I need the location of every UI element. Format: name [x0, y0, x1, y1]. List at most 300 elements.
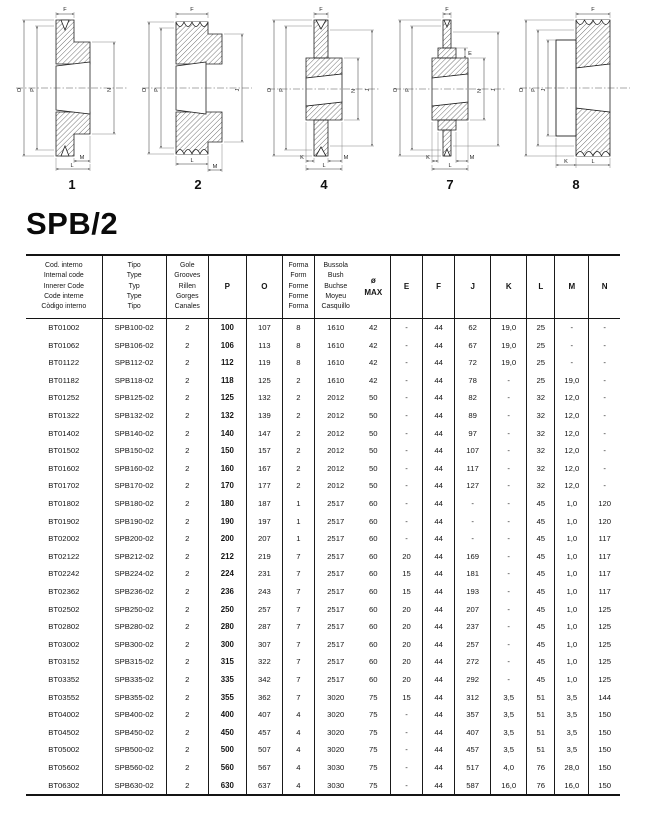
- cell-form: 7: [282, 618, 314, 636]
- cell-k: 3,5: [491, 688, 527, 706]
- cell-bush: 2517: [314, 635, 356, 653]
- cell-dmax: 75: [368, 710, 378, 720]
- cell-dmax: 60: [368, 639, 378, 649]
- pulley-diagram-form-8: [514, 4, 638, 196]
- cell-l: 32: [527, 442, 555, 460]
- cell-dmax: 50: [368, 463, 378, 473]
- cell-bush: 2012: [314, 424, 356, 442]
- cell-j: 127: [455, 477, 491, 495]
- cell-o: 157: [246, 442, 282, 460]
- cell-n: 117: [589, 530, 620, 548]
- cell-l: 45: [527, 653, 555, 671]
- cell-o: 243: [246, 583, 282, 601]
- cell-type: SPB160-02: [102, 460, 166, 478]
- cell-bush: 2012: [314, 389, 356, 407]
- cell-form: 7: [282, 671, 314, 689]
- cell-l: 32: [527, 477, 555, 495]
- cell-m: 12,0: [555, 477, 589, 495]
- cell-m: 1,0: [555, 583, 589, 601]
- cell-code: BT05602: [48, 762, 80, 772]
- cell-f: 44: [423, 372, 455, 390]
- pulley-section-drawing: [514, 4, 638, 174]
- dim-label-e: E: [468, 51, 472, 57]
- cell-k: -: [491, 512, 527, 530]
- table-row: [26, 653, 620, 671]
- cell-f: 44: [423, 618, 455, 636]
- cell-l: 32: [527, 407, 555, 425]
- cell-o: 119: [246, 354, 282, 372]
- table-row: [26, 512, 620, 530]
- cell-form: 7: [282, 583, 314, 601]
- cell-p: 280: [208, 618, 246, 636]
- cell-e: 20: [391, 548, 423, 566]
- cell-f: 44: [423, 600, 455, 618]
- cell-type: SPB112-02: [102, 354, 166, 372]
- col-header-p: P: [208, 255, 246, 318]
- cell-form: 2: [282, 460, 314, 478]
- cell-o: 187: [246, 495, 282, 513]
- table-row: [26, 389, 620, 407]
- table-row: [26, 424, 620, 442]
- cell-code: BT01902: [48, 516, 80, 526]
- cell-k: -: [491, 548, 527, 566]
- cell-k: 3,5: [491, 741, 527, 759]
- cell-code: BT03152: [48, 657, 80, 667]
- cell-k: -: [491, 372, 527, 390]
- dim-label-o: O: [519, 87, 525, 93]
- cell-type: SPB140-02: [102, 424, 166, 442]
- cell-form: 1: [282, 512, 314, 530]
- table-row: [26, 318, 620, 336]
- pulley-diagram-form-2: [136, 4, 260, 196]
- cell-e: -: [391, 477, 423, 495]
- figure-number: 4: [320, 177, 328, 192]
- cell-l: 76: [527, 759, 555, 777]
- cell-dmax: 60: [368, 534, 378, 544]
- cell-dmax: 60: [368, 569, 378, 579]
- cell-form: 7: [282, 600, 314, 618]
- pulley-diagrams-row: [0, 0, 646, 196]
- cell-o: 113: [246, 336, 282, 354]
- cell-j: 292: [455, 671, 491, 689]
- cell-grooves: 2: [166, 389, 208, 407]
- cell-bush: 3020: [314, 706, 356, 724]
- cell-l: 51: [527, 688, 555, 706]
- dim-label-k: K: [300, 155, 304, 161]
- cell-l: 45: [527, 548, 555, 566]
- cell-n: 125: [589, 653, 620, 671]
- cell-l: 51: [527, 706, 555, 724]
- cell-code: BT01122: [48, 358, 80, 368]
- cell-dmax: 60: [368, 587, 378, 596]
- dim-label-f: F: [591, 7, 595, 13]
- cell-p: 212: [208, 548, 246, 566]
- cell-code: BT01702: [48, 481, 80, 491]
- cell-j: 587: [455, 776, 491, 795]
- dim-label-j: J: [491, 88, 497, 92]
- dim-label-n: N: [477, 88, 483, 94]
- cell-o: 219: [246, 548, 282, 566]
- cell-p: 315: [208, 653, 246, 671]
- cell-k: -: [491, 618, 527, 636]
- cell-type: SPB560-02: [102, 759, 166, 777]
- cell-grooves: 2: [166, 600, 208, 618]
- cell-o: 231: [246, 565, 282, 583]
- cell-n: -: [589, 372, 620, 390]
- cell-grooves: 2: [166, 671, 208, 689]
- cell-n: 117: [589, 565, 620, 583]
- header-line: Buchse: [324, 282, 348, 290]
- cell-type: SPB106-02: [102, 336, 166, 354]
- cell-type: SPB118-02: [102, 372, 166, 390]
- cell-p: 180: [208, 495, 246, 513]
- cell-code: BT01502: [48, 446, 80, 456]
- cell-j: 89: [455, 407, 491, 425]
- cell-k: -: [491, 600, 527, 618]
- cell-k: -: [491, 565, 527, 583]
- cell-n: -: [589, 477, 620, 495]
- cell-code: BT02242: [48, 569, 80, 579]
- cell-f: 44: [423, 530, 455, 548]
- table-body: [26, 318, 620, 795]
- spb2-dimension-table: [26, 254, 620, 796]
- table-row: [26, 741, 620, 759]
- cell-form: 7: [282, 635, 314, 653]
- cell-o: 362: [246, 688, 282, 706]
- cell-j: 97: [455, 424, 491, 442]
- cell-dmax: 42: [368, 340, 378, 350]
- cell-p: 132: [208, 407, 246, 425]
- pulley-body: [306, 20, 342, 156]
- header-line: Cod. interno: [45, 262, 83, 269]
- cell-p: 400: [208, 706, 246, 724]
- header-line: ø: [370, 275, 376, 285]
- dim-label-l: L: [190, 158, 194, 164]
- cell-e: -: [391, 318, 423, 336]
- cell-p: 450: [208, 723, 246, 741]
- cell-e: -: [391, 776, 423, 795]
- cell-type: SPB200-02: [102, 530, 166, 548]
- cell-p: 250: [208, 600, 246, 618]
- table-row: [26, 618, 620, 636]
- cell-n: -: [589, 354, 620, 372]
- cell-f: 44: [423, 495, 455, 513]
- cell-type: SPB250-02: [102, 600, 166, 618]
- dim-label-m: M: [343, 155, 349, 161]
- cell-l: 45: [527, 671, 555, 689]
- cell-grooves: 2: [166, 354, 208, 372]
- cell-o: 407: [246, 706, 282, 724]
- table-row: [26, 354, 620, 372]
- cell-m: 16,0: [555, 776, 589, 795]
- cell-form: 4: [282, 706, 314, 724]
- cell-j: 312: [455, 688, 491, 706]
- header-line: Forme: [288, 282, 309, 290]
- cell-o: 107: [246, 318, 282, 336]
- cell-e: 20: [391, 600, 423, 618]
- cell-k: -: [491, 653, 527, 671]
- dim-label-p: P: [154, 88, 160, 92]
- cell-code: BT02502: [48, 604, 80, 614]
- cell-e: -: [391, 460, 423, 478]
- cell-n: -: [589, 460, 620, 478]
- cell-f: 44: [423, 741, 455, 759]
- col-header-k: K: [491, 255, 527, 318]
- cell-l: 32: [527, 424, 555, 442]
- dim-label-p: P: [279, 88, 285, 92]
- figure-number: 1: [68, 177, 76, 192]
- cell-l: 45: [527, 600, 555, 618]
- cell-o: 147: [246, 424, 282, 442]
- cell-bush: 1610: [314, 336, 356, 354]
- dim-label-p: P: [30, 88, 36, 92]
- cell-e: -: [391, 372, 423, 390]
- cell-n: -: [589, 318, 620, 336]
- cell-code: BT01602: [48, 463, 80, 473]
- cell-p: 106: [208, 336, 246, 354]
- cell-p: 224: [208, 565, 246, 583]
- cell-f: 44: [423, 512, 455, 530]
- cell-grooves: 2: [166, 424, 208, 442]
- cell-e: -: [391, 495, 423, 513]
- cell-type: SPB355-02: [102, 688, 166, 706]
- cell-p: 560: [208, 759, 246, 777]
- cell-l: 25: [527, 372, 555, 390]
- cell-k: 3,5: [491, 723, 527, 741]
- table-header: [26, 255, 620, 318]
- col-header-m: M: [555, 255, 589, 318]
- table-row: [26, 776, 620, 795]
- table-row: [26, 372, 620, 390]
- cell-grooves: 2: [166, 530, 208, 548]
- cell-e: 15: [391, 583, 423, 601]
- cell-l: 45: [527, 618, 555, 636]
- cell-type: SPB170-02: [102, 477, 166, 495]
- cell-j: 72: [455, 354, 491, 372]
- cell-dmax: 60: [368, 657, 378, 667]
- cell-grooves: 2: [166, 706, 208, 724]
- cell-code: BT03352: [48, 674, 80, 684]
- cell-l: 25: [527, 318, 555, 336]
- header-line: Bussola: [323, 262, 348, 269]
- cell-k: -: [491, 635, 527, 653]
- cell-n: 125: [589, 600, 620, 618]
- cell-form: 8: [282, 354, 314, 372]
- cell-grooves: 2: [166, 512, 208, 530]
- cell-bush: 2517: [314, 653, 356, 671]
- cell-bush: 2517: [314, 512, 356, 530]
- cell-n: -: [589, 389, 620, 407]
- col-header-n: N: [589, 255, 620, 318]
- cell-bush: 2517: [314, 671, 356, 689]
- cell-j: 272: [455, 653, 491, 671]
- cell-grooves: 2: [166, 741, 208, 759]
- cell-m: 3,5: [555, 723, 589, 741]
- cell-form: 7: [282, 548, 314, 566]
- cell-code: BT01802: [48, 499, 80, 509]
- cell-j: 193: [455, 583, 491, 601]
- cell-form: 7: [282, 565, 314, 583]
- cell-m: 1,0: [555, 635, 589, 653]
- cell-m: 12,0: [555, 460, 589, 478]
- cell-p: 140: [208, 424, 246, 442]
- cell-bush: 3020: [314, 723, 356, 741]
- header-line: Tipo: [127, 303, 141, 311]
- dim-label-k: K: [426, 155, 430, 161]
- header-line: Gorges: [175, 293, 199, 301]
- dim-label-l: L: [448, 163, 452, 169]
- cell-code: BT02122: [48, 551, 80, 561]
- dim-label-o: O: [393, 87, 399, 93]
- dim-label-p: P: [405, 88, 411, 92]
- cell-dmax: 42: [368, 323, 378, 333]
- cell-form: 1: [282, 530, 314, 548]
- cell-e: 15: [391, 688, 423, 706]
- cell-o: 342: [246, 671, 282, 689]
- cell-p: 236: [208, 583, 246, 601]
- cell-form: 2: [282, 424, 314, 442]
- cell-grooves: 2: [166, 477, 208, 495]
- cell-m: 28,0: [555, 759, 589, 777]
- cell-grooves: 2: [166, 442, 208, 460]
- pulley-section-drawing: [388, 4, 512, 174]
- cell-n: -: [589, 407, 620, 425]
- cell-n: 150: [589, 776, 620, 795]
- cell-form: 8: [282, 336, 314, 354]
- cell-j: 207: [455, 600, 491, 618]
- cell-type: SPB125-02: [102, 389, 166, 407]
- cell-code: BT02002: [48, 534, 80, 544]
- table-row: [26, 671, 620, 689]
- cell-k: -: [491, 671, 527, 689]
- header-line: Gole: [179, 262, 195, 269]
- cell-form: 1: [282, 495, 314, 513]
- cell-m: 12,0: [555, 407, 589, 425]
- cell-m: 12,0: [555, 389, 589, 407]
- cell-f: 44: [423, 671, 455, 689]
- cell-l: 45: [527, 583, 555, 601]
- cell-dmax: 50: [368, 393, 378, 403]
- cell-f: 44: [423, 548, 455, 566]
- cell-o: 207: [246, 530, 282, 548]
- cell-f: 44: [423, 565, 455, 583]
- cell-code: BT02362: [48, 587, 80, 596]
- cell-k: -: [491, 460, 527, 478]
- table-row: [26, 706, 620, 724]
- figure-number: 7: [446, 177, 454, 192]
- cell-m: 1,0: [555, 548, 589, 566]
- cell-k: -: [491, 530, 527, 548]
- pulley-section-drawing: [262, 4, 386, 174]
- cell-dmax: 60: [368, 499, 378, 509]
- pulley-body: [432, 20, 468, 156]
- cell-dmax: 60: [368, 622, 378, 632]
- cell-form: 2: [282, 407, 314, 425]
- cell-j: 357: [455, 706, 491, 724]
- cell-e: 15: [391, 565, 423, 583]
- cell-o: 132: [246, 389, 282, 407]
- header-line: Forma: [288, 262, 309, 269]
- cell-f: 44: [423, 723, 455, 741]
- col-header-form: [282, 255, 314, 318]
- cell-form: 7: [282, 688, 314, 706]
- cell-n: 117: [589, 548, 620, 566]
- cell-type: SPB335-02: [102, 671, 166, 689]
- cell-e: -: [391, 442, 423, 460]
- header-line: Forma: [288, 303, 309, 311]
- table-row: [26, 442, 620, 460]
- cell-code: BT04002: [48, 710, 80, 720]
- cell-j: 78: [455, 372, 491, 390]
- cell-grooves: 2: [166, 618, 208, 636]
- cell-o: 139: [246, 407, 282, 425]
- cell-dmax: 60: [368, 674, 378, 684]
- cell-n: 144: [589, 688, 620, 706]
- cell-m: 1,0: [555, 618, 589, 636]
- cell-f: 44: [423, 688, 455, 706]
- pulley-diagram-form-1: [10, 4, 134, 196]
- cell-bush: 2012: [314, 407, 356, 425]
- table-row: [26, 460, 620, 478]
- cell-f: 44: [423, 776, 455, 795]
- cell-e: -: [391, 336, 423, 354]
- header-line: Innerer Code: [43, 282, 84, 290]
- col-header-e: E: [391, 255, 423, 318]
- dim-label-l: L: [322, 163, 326, 169]
- cell-f: 44: [423, 635, 455, 653]
- cell-code: BT04502: [48, 727, 80, 737]
- dim-label-o: O: [142, 87, 148, 93]
- cell-e: -: [391, 741, 423, 759]
- cell-form: 2: [282, 389, 314, 407]
- cell-f: 44: [423, 389, 455, 407]
- cell-k: 16,0: [491, 776, 527, 795]
- cell-k: 19,0: [491, 354, 527, 372]
- dim-label-m: M: [469, 155, 475, 161]
- dim-label-n: N: [107, 87, 113, 93]
- col-header-l: L: [527, 255, 555, 318]
- cell-m: 1,0: [555, 653, 589, 671]
- col-header-type: [102, 255, 166, 318]
- cell-dmax: 75: [368, 745, 378, 755]
- cell-j: 117: [455, 460, 491, 478]
- cell-p: 160: [208, 460, 246, 478]
- cell-k: 4,0: [491, 759, 527, 777]
- cell-n: 117: [589, 583, 620, 601]
- dim-label-l: L: [591, 159, 595, 165]
- cell-f: 44: [423, 460, 455, 478]
- cell-f: 44: [423, 706, 455, 724]
- cell-bush: 1610: [314, 372, 356, 390]
- cell-e: 20: [391, 618, 423, 636]
- dim-label-m: M: [212, 164, 218, 170]
- cell-f: 44: [423, 442, 455, 460]
- pulley-section-drawing: [136, 4, 260, 174]
- cell-m: 1,0: [555, 671, 589, 689]
- cell-o: 287: [246, 618, 282, 636]
- page-title: SPB/2: [26, 206, 119, 241]
- cell-type: SPB212-02: [102, 548, 166, 566]
- cell-o: 177: [246, 477, 282, 495]
- cell-dmax: 60: [368, 551, 378, 561]
- cell-e: 20: [391, 671, 423, 689]
- table-row: [26, 530, 620, 548]
- cell-e: -: [391, 407, 423, 425]
- cell-e: -: [391, 512, 423, 530]
- cell-l: 25: [527, 354, 555, 372]
- cell-bush: 3020: [314, 688, 356, 706]
- header-line: MAX: [364, 287, 383, 297]
